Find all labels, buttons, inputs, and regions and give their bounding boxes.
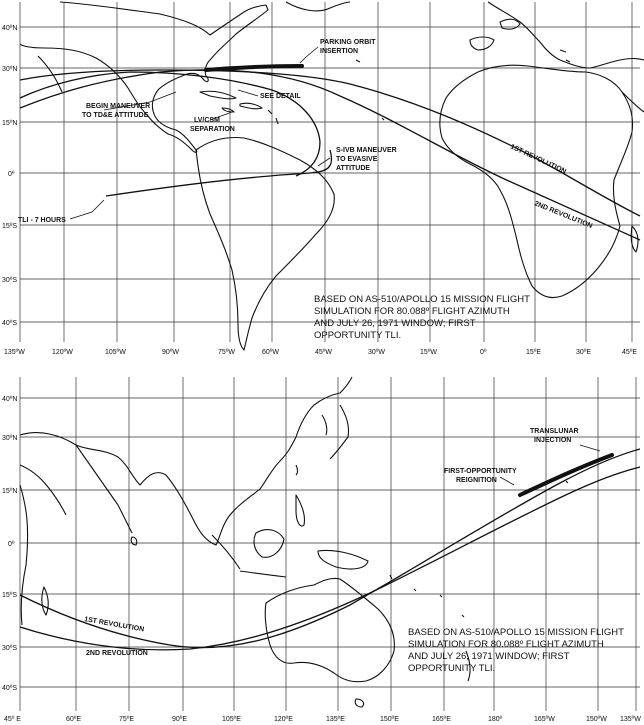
lat-label: 40ºS	[2, 685, 18, 692]
lat-label: 40ºN	[2, 396, 18, 403]
note-top-line-1: BASED ON AS-510/APOLLO 15 MISSION FLIGHT	[314, 294, 530, 305]
lon-label: 30ºW	[368, 349, 385, 356]
lon-label: 120ºW	[52, 349, 73, 356]
lon-label: 90ºW	[162, 349, 179, 356]
map-atlantic-svg	[0, 0, 644, 362]
lat-label: 30ºN	[2, 435, 18, 442]
lon-label: 0º	[480, 349, 487, 356]
lon-label: 90ºE	[172, 716, 188, 723]
label-parking-orbit-2: INSERTION	[320, 48, 359, 55]
lat-label: 15ºS	[2, 223, 18, 230]
lon-labels-top	[4, 349, 637, 356]
lon-label: 150ºW	[586, 716, 607, 723]
parking-orbit-segment	[206, 66, 302, 70]
label-parking-orbit: PARKING ORBIT	[320, 39, 376, 46]
track-loop	[20, 72, 320, 176]
map-panel-pacific	[0, 365, 644, 725]
map-pacific-svg	[0, 365, 644, 725]
label-first-opportunity: FIRST-OPPORTUNITY	[444, 468, 517, 475]
note-bottom-line-3: AND JULY 26, 1971 WINDOW; FIRST	[408, 651, 570, 662]
label-sivb-3: ATTITUDE	[336, 165, 371, 172]
lon-label: 135ºW	[4, 349, 25, 356]
label-translunar: TRANSLUNAR	[530, 428, 579, 435]
label-reignition: REIGNITION	[456, 477, 497, 484]
label-sivb-2: TO EVASIVE	[336, 156, 378, 163]
lon-label: 75ºW	[218, 349, 235, 356]
note-bottom	[408, 627, 624, 674]
lat-label: 0º	[8, 541, 15, 548]
lon-label: 30ºE	[576, 349, 592, 356]
track-1st-revolution-b	[20, 449, 640, 648]
note-bottom-line-1: BASED ON AS-510/APOLLO 15 MISSION FLIGHT	[408, 627, 624, 638]
lon-label: 135ºE	[326, 716, 345, 723]
note-top	[314, 294, 530, 341]
lon-label: 60ºW	[262, 349, 279, 356]
lon-label: 45ºW	[315, 349, 332, 356]
lon-label: 105ºW	[105, 349, 126, 356]
lon-label: 45ºE	[622, 349, 638, 356]
ground-tracks-bottom	[20, 449, 640, 650]
leaders-top	[70, 47, 330, 219]
label-tli: TLI - 7 HOURS	[18, 217, 66, 224]
lon-label: 135ºW	[620, 716, 641, 723]
lat-label: 30ºN	[2, 66, 18, 73]
label-sivb: S-IVB MANEUVER	[336, 147, 397, 154]
lat-label: 15ºN	[2, 488, 18, 495]
label-lv-csm: LV/CSM	[194, 117, 220, 124]
lon-label: 60ºE	[66, 716, 82, 723]
lat-label: 30ºS	[2, 277, 18, 284]
lon-labels-bottom	[4, 716, 641, 723]
lon-label: 45º E	[4, 716, 21, 723]
note-top-line-3: AND JULY 26, 1971 WINDOW; FIRST	[314, 318, 476, 329]
note-bottom-line-2: SIMULATION FOR 80.088º FLIGHT AZIMUTH	[408, 639, 604, 650]
note-top-line-2: SIMULATION FOR 80.088º FLIGHT AZIMUTH	[314, 306, 510, 317]
lat-label: 40ºS	[2, 320, 18, 327]
note-top-line-4: OPPORTUNITY TLI.	[314, 330, 402, 341]
label-see-detail: SEE DETAIL	[260, 93, 301, 100]
label-2nd-rev-bottom: 2ND REVOLUTION	[86, 650, 148, 657]
lon-label: 150ºE	[380, 716, 399, 723]
lat-label: 0º	[8, 171, 15, 178]
lon-label: 15ºE	[526, 349, 542, 356]
lon-label: 165ºW	[534, 716, 555, 723]
label-2nd-rev-top: 2ND REVOLUTION	[533, 200, 594, 231]
lat-label: 15ºN	[2, 120, 18, 127]
note-bottom-line-4: OPPORTUNITY TLI.	[408, 663, 496, 674]
lat-label: 30ºS	[2, 645, 18, 652]
lon-label: 165ºE	[432, 716, 451, 723]
lon-label: 75ºE	[119, 716, 135, 723]
label-begin-maneuver: BEGIN MANEUVER	[86, 103, 151, 110]
label-injection: INJECTION	[534, 437, 572, 444]
lat-labels-bottom	[2, 396, 17, 692]
lon-label: 120ºE	[274, 716, 293, 723]
lat-labels-top	[2, 25, 17, 327]
label-separation: SEPARATION	[190, 126, 235, 133]
lat-label: 15ºS	[2, 592, 18, 599]
map-panel-atlantic	[0, 0, 644, 362]
lon-label: 180º	[488, 716, 503, 723]
lat-label: 40ºN	[2, 25, 18, 32]
label-begin-maneuver-2: TO TD&E ATTITUDE	[82, 112, 149, 119]
lon-label: 105ºE	[222, 716, 241, 723]
ground-tracks-top	[20, 66, 640, 240]
label-1st-rev-top: 1ST REVOLUTION	[509, 143, 568, 176]
lon-label: 15ºW	[420, 349, 437, 356]
label-1st-rev-bottom: 1ST REVOLUTION	[83, 616, 145, 634]
